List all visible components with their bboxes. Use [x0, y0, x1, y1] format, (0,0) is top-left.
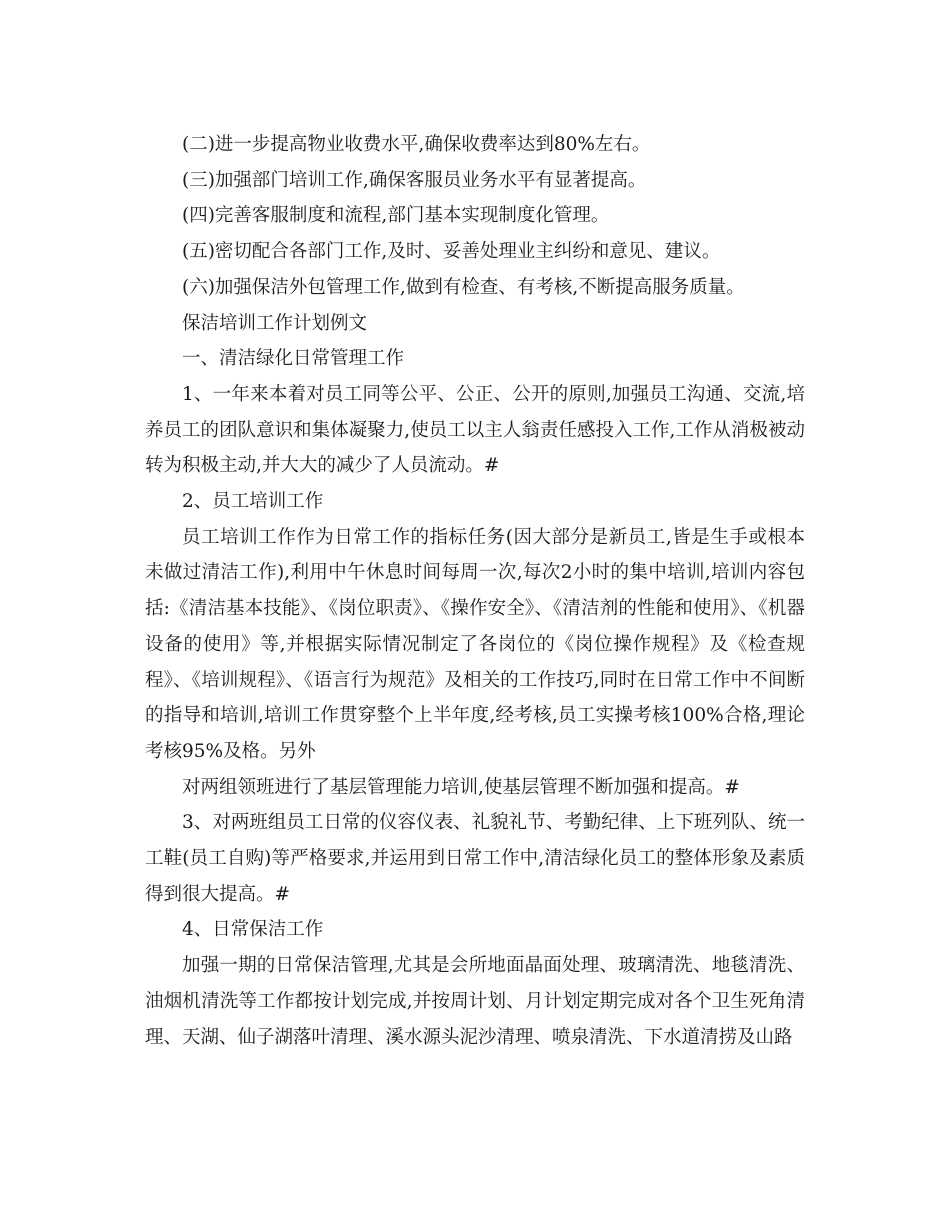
paragraph-item-5: (五)密切配合各部门工作,及时、妥善处理业主纠纷和意见、建议。 [182, 241, 721, 263]
paragraph-item-4: (四)完善客服制度和流程,部门基本实现制度化管理。 [182, 205, 610, 227]
paragraph-item-2: (二)进一步提高物业收费水平,确保收费率达到80%左右。 [182, 134, 651, 155]
section-title: 保洁培训工作计划例文 [182, 312, 368, 334]
document-body [145, 127, 805, 1055]
paragraph-cleaning: 加强一期的日常保洁管理,尤其是会所地面晶面处理、玻璃清洗、地毯清洗、油烟机清洗等工作都按计划完成,并按周计划、月计划定期完成对各个卫生死角清理、天湖、仙子湖落叶清理、溪水源头泥沙清理、喷泉清洗、下水道清捞及山路 [145, 955, 805, 1048]
section-heading-1: 一、清洁绿化日常管理工作 [182, 348, 405, 370]
paragraph-1: 1、一年来本着对员工同等公平、公正、公开的原则,加强员工沟通、交流,培养员工的团队意识和集体凝聚力,使员工以主人翁责任感投入工作,工作从消极被动转为积极主动,并大大的减少了人员流动。# [145, 383, 805, 477]
paragraph-3: 3、对两班组员工日常的仪容仪表、礼貌礼节、考勤纪律、上下班列队、统一工鞋(员工自购)等严格要求,并运用到日常工作中,清洁绿化员工的整体形象及素质得到很大提高。# [145, 812, 805, 905]
paragraph-item-3: (三)加强部门培训工作,确保客服员业务水平有显著提高。 [182, 169, 647, 191]
section-heading-2: 2、员工培训工作 [182, 491, 324, 513]
section-heading-4: 4、日常保洁工作 [182, 919, 324, 941]
paragraph-item-6: (六)加强保洁外包管理工作,做到有检查、有考核,不断提高服务质量。 [182, 276, 745, 298]
paragraph-leaders: 对两组领班进行了基层管理能力培训,使基层管理不断加强和提高。# [182, 776, 740, 798]
paragraph-training: 员工培训工作作为日常工作的指标任务(因大部分是新员工,皆是生手或根本未做过清洁工作),利用中午休息时间每周一次,每次2小时的集中培训,培训内容包括:《清洁基本技能》、《岗位职责》、《操作安全》、《清洁剂的性能和使用》、《机器设备的使用》等,并根据实际情况制定了各岗位的《岗位操作规程》及《检查规程》、《培训规程》、《语言行为规范》及相关的工作技巧,同时在日常工作中不间断的指导和培训,培训工作贯穿整个上半年度,经考核,员工实操考核100%合格,理论考核95%及格。另外 [145, 526, 805, 762]
